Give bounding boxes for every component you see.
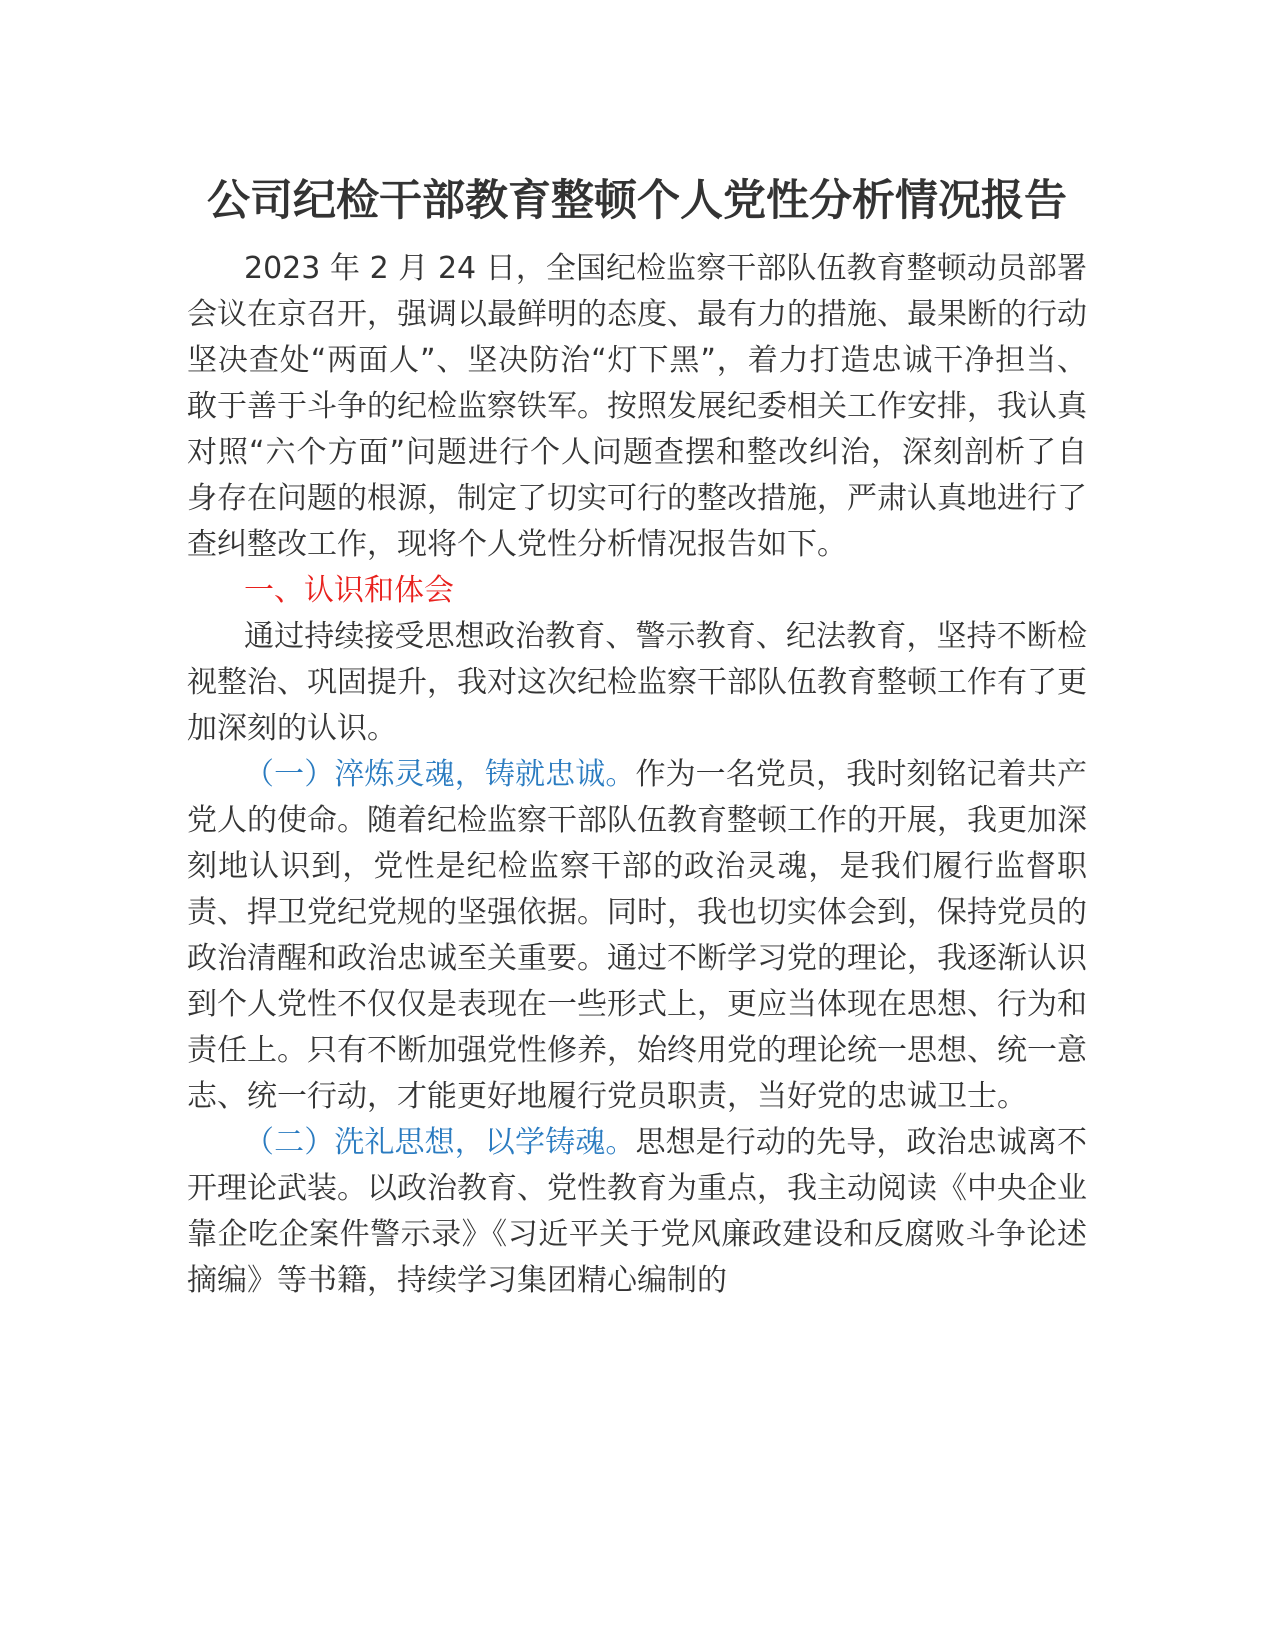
subsection-1-heading: （一）淬炼灵魂，铸就忠诚。 <box>244 757 636 792</box>
subsection-2-paragraph <box>187 1120 1087 1304</box>
subsection-2-body: 思想是行动的先导，政治忠诚离不开理论武装。以政治教育、党性教育为重点，我主动阅读《中央企业靠企吃企案件警示录》《习近平关于党风廉政建设和反腐败斗争论述摘编》等书籍，持续学习集团精心编制的 <box>187 1125 1088 1298</box>
subsection-1-body: 作为一名党员，我时刻铭记着共产党人的使命。随着纪检监察干部队伍教育整顿工作的开展，我更加深刻地认识到，党性是纪检监察干部的政治灵魂，是我们履行监督职责、捍卫党纪党规的坚强依据。同时，我也切实体会到，保持党员的政治清醒和政治忠诚至关重要。通过不断学习党的理论，我逐渐认识到个人党性不仅仅是表现在一些形式上，更应当体现在思想、行为和责任上。只有不断加强党性修养，始终用党的理论统一思想、统一意志、统一行动，才能更好地履行党员职责，当好党的忠诚卫士。 <box>187 757 1088 1114</box>
document-title: 公司纪检干部教育整顿个人党性分析情况报告 <box>207 176 1067 226</box>
section-body: 通过持续接受思想政治教育、警示教育、纪法教育，坚持不断检视整治、巩固提升，我对这次纪检监察干部队伍教育整顿工作有了更加深刻的认识。 <box>187 619 1087 746</box>
document-page <box>187 170 1087 1304</box>
subsection-2-heading: （二）洗礼思想，以学铸魂。 <box>244 1125 636 1160</box>
subsection-1-paragraph <box>187 752 1087 1120</box>
section-heading: 一、认识和体会 <box>244 573 454 608</box>
intro-paragraph: 2023 年 2 月 24 日，全国纪检监察干部队伍教育整顿动员部署会议在京召开，强调以最鲜明的态度、最有力的措施、最果断的行动坚决查处“两面人”、坚决防治“灯下黑”，着力打造忠诚干净担当、敢于善于斗争的纪检监察铁军。按照发展纪委相关工作安排，我认真对照“六个方面”问题进行个人问题查摆和整改纠治，深刻剖析了自身存在问题的根源，制定了切实可行的整改措施，严肃认真地进行了查纠整改工作，现将个人党性分析情况报告如下。 <box>187 251 1087 562</box>
